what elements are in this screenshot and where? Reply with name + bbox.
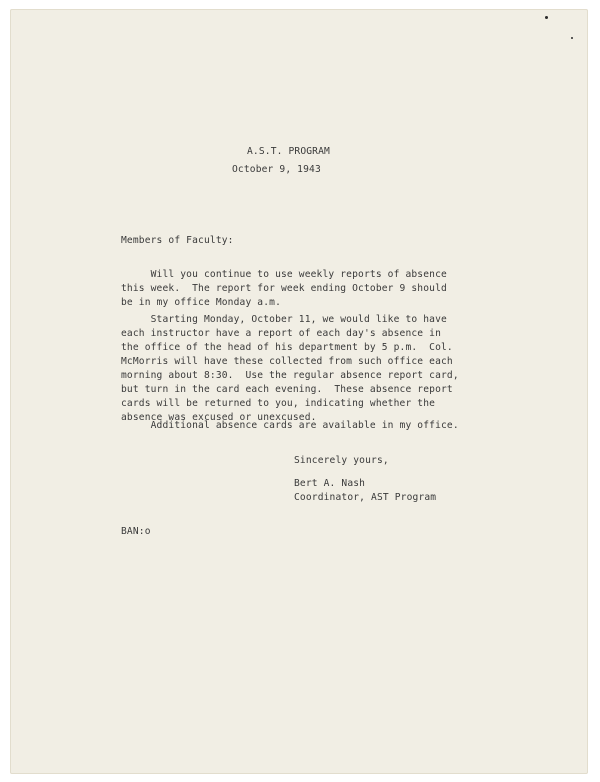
signatory-name: Bert A. Nash — [294, 478, 366, 489]
reference-initials: BAN:o — [121, 526, 151, 537]
body-paragraph-3: Additional absence cards are available in my office. — [121, 420, 459, 431]
salutation: Members of Faculty: — [121, 235, 234, 246]
ink-speck-mark — [545, 16, 548, 19]
body-paragraph-1: Will you continue to use weekly reports of absence this week. The report for week ending October 9 should be in my office Monday a.m. — [121, 269, 447, 308]
ink-speck-mark — [571, 37, 573, 39]
letter-date: October 9, 1943 — [232, 164, 321, 175]
letter-heading: A.S.T. PROGRAM — [247, 146, 330, 157]
closing: Sincerely yours, — [294, 455, 389, 466]
body-paragraph-2: Starting Monday, October 11, we would like to have each instructor have a report of each day's absence in the office of the head of his department by 5 p.m. Col. McMorris will have these collected from such office each morning about 8:30. Use the regular absence report card, but turn in the card each evening. These absence report cards will be returned to you, indicating whether the absence was excused or unexcused. — [121, 314, 459, 423]
signatory-title: Coordinator, AST Program — [294, 492, 437, 503]
